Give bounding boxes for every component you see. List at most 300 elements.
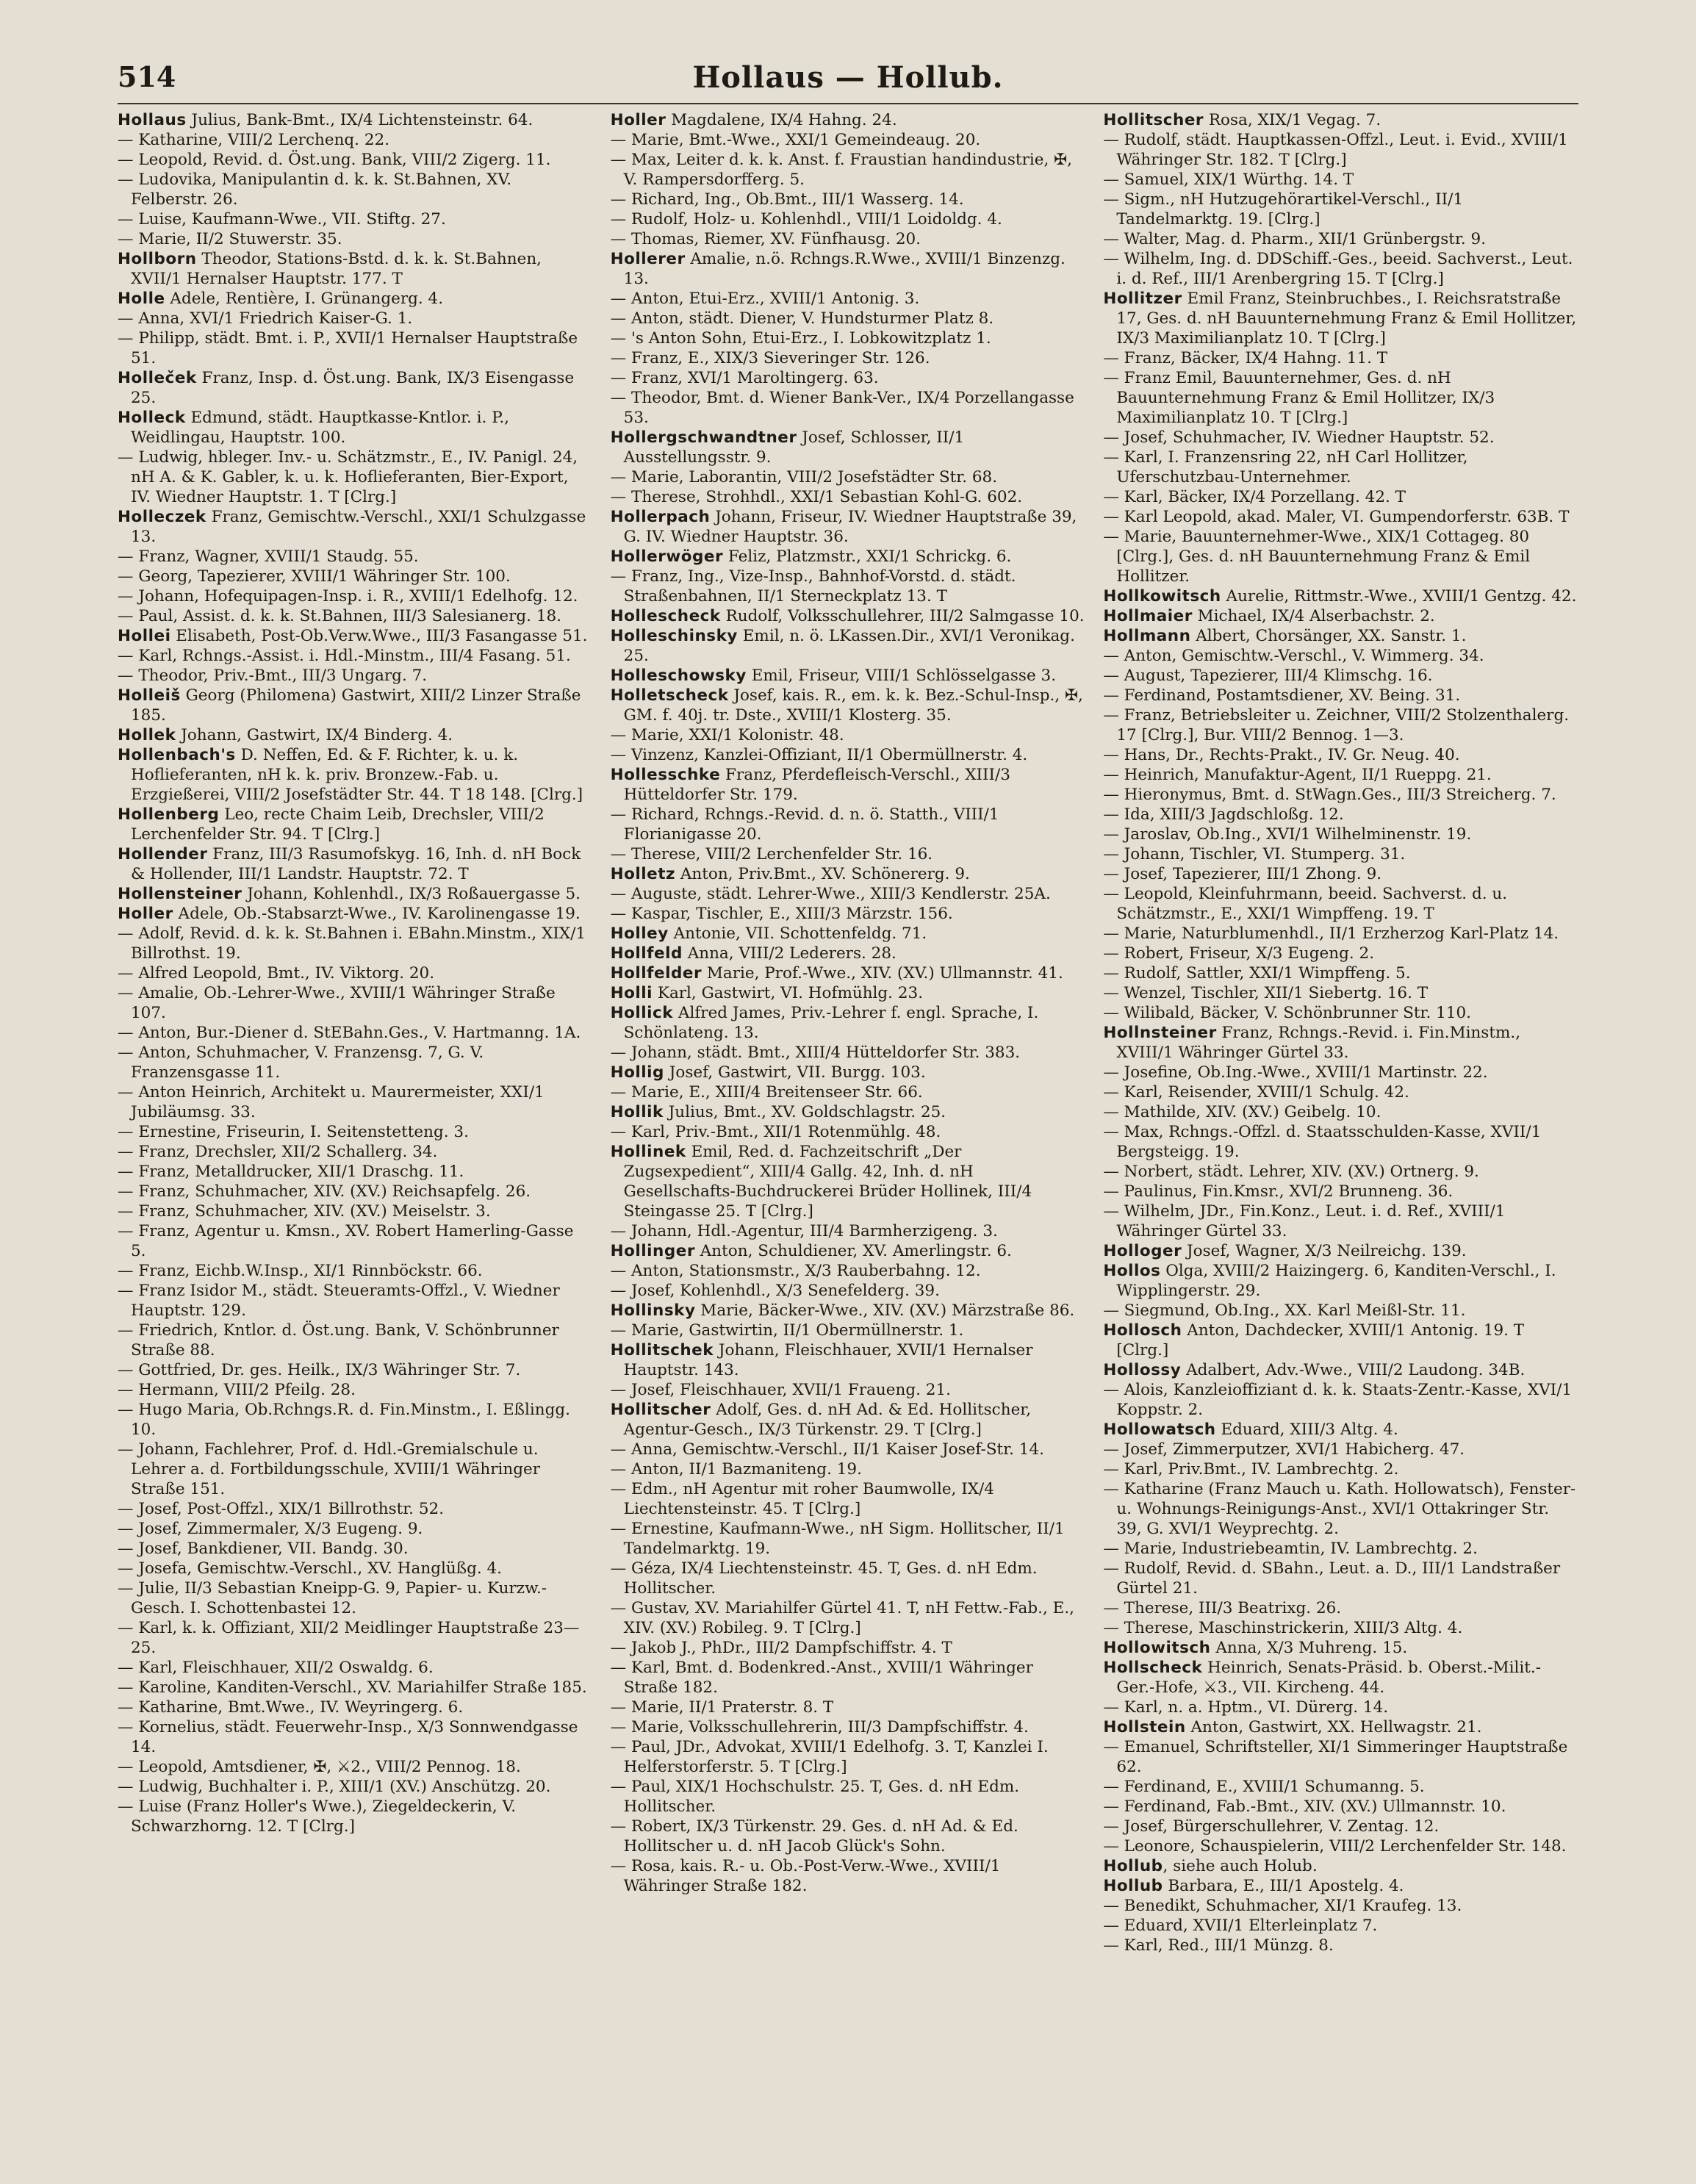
directory-entry [611, 1221, 1086, 1241]
entry-text: — Josef, Fleischhauer, XVII/1 Fraueng. 21. [610, 1381, 951, 1399]
entry-surname: Holletz [610, 865, 676, 883]
entry-text: — Norbert, städt. Lehrer, XIV. (XV.) Ortnerg. 9. [1103, 1163, 1479, 1181]
directory-entry [1103, 1817, 1578, 1836]
entry-text: — Therese, Maschinstrickerin, XIII/3 Altg. 4. [1103, 1619, 1463, 1637]
directory-entry [611, 1063, 1086, 1082]
directory-entry [1103, 666, 1578, 686]
entry-text: Josef, Gastwirt, VII. Burgg. 103. [664, 1063, 926, 1082]
directory-entry [118, 1797, 593, 1836]
directory-entry [118, 646, 593, 666]
directory-entry [118, 368, 593, 408]
entry-text: — Katharine, VIII/2 Lerchenq. 22. [118, 131, 390, 149]
directory-entry [611, 309, 1086, 328]
directory-entry [1103, 1598, 1578, 1618]
entry-text: — Luise, Kaufmann-Wwe., VII. Stiftg. 27. [118, 210, 446, 229]
entry-text: Albert, Chorsänger, XX. Sanstr. 1. [1190, 627, 1467, 645]
directory-entry [118, 1221, 593, 1261]
directory-entry [611, 209, 1086, 229]
directory-entry [611, 1717, 1086, 1737]
entry-text: — Franz, Metalldrucker, XII/1 Draschg. 11. [118, 1163, 464, 1181]
directory-entry [1103, 1162, 1578, 1182]
entry-surname: Hollowatsch [1103, 1420, 1216, 1439]
entry-surname: Holler [118, 905, 173, 923]
directory-entry [611, 666, 1086, 686]
entry-text: — Johann, Fachlehrer, Prof. d. Hdl.-Gremialschule u. Lehrer a. d. Fortbildungsschule, XVIII/1 Währinger Straße 151. [118, 1440, 541, 1498]
entry-text: — Ludovika, Manipulantin d. k. k. St.Bahnen, XV. Felberstr. 26. [118, 170, 512, 209]
entry-surname: Hollfelder [610, 964, 703, 983]
directory-entry [1103, 1876, 1578, 1896]
entry-text: — Edm., nH Agentur mit roher Baumwolle, IX/4 Liechtensteinstr. 45. T [Clrg.] [610, 1480, 994, 1518]
directory-entry [1103, 110, 1578, 130]
entry-text: — Katharine, Bmt.Wwe., IV. Weyringerg. 6. [118, 1698, 464, 1717]
directory-entry [1103, 805, 1578, 825]
entry-text: — Rudolf, städt. Hauptkassen-Offzl., Leut. i. Evid., XVIII/1 Währinger Str. 182. T [Clrg.] [1103, 131, 1568, 169]
entry-text: — Marie, Naturblumenhdl., II/1 Erzherzog Karl-Platz 14. [1103, 924, 1559, 943]
directory-entry [118, 606, 593, 626]
entry-text: — Karl, Priv.-Bmt., XII/1 Rotenmühlg. 48. [610, 1123, 941, 1141]
directory-entry [118, 1162, 593, 1182]
entry-text: Anton, Gastwirt, XX. Hellwagstr. 21. [1185, 1718, 1482, 1736]
entry-text: — Marie, Gastwirtin, II/1 Obermüllnerstr. 1. [610, 1321, 964, 1340]
header-rule [118, 103, 1578, 104]
directory-entry [611, 289, 1086, 309]
entry-surname: Holleiš [118, 686, 181, 705]
entry-text: — Anton, Schuhmacher, V. Franzensg. 7, G. V. Franzensgasse 11. [118, 1043, 484, 1082]
directory-entry [611, 249, 1086, 289]
directory-entry [611, 924, 1086, 944]
directory-entry [118, 1618, 593, 1658]
directory-entry [118, 1142, 593, 1162]
entry-text: — Anton Heinrich, Architekt u. Maurermeister, XXI/1 Jubiläumsg. 33. [118, 1083, 545, 1121]
directory-entry [118, 170, 593, 209]
entry-text: — Franz Isidor M., städt. Steueramts-Offzl., V. Wiedner Hauptstr. 129. [118, 1282, 560, 1320]
directory-entry [118, 1122, 593, 1142]
directory-entry [1103, 448, 1578, 487]
entry-text: — Franz Emil, Bauunternehmer, Ges. d. nH Bauunternehmung Franz & Emil Hollitzer, IX/3 Maximilianplatz 10. T [Clrg.] [1103, 369, 1495, 427]
entry-text: — 's Anton Sohn, Etui-Erz., I. Lobkowitzplatz 1. [610, 329, 991, 348]
directory-entry [118, 547, 593, 567]
entry-text: — Benedikt, Schuhmacher, XI/1 Kraufeg. 13. [1103, 1897, 1462, 1915]
directory-entry [118, 1201, 593, 1221]
entry-text: Franz, III/3 Rasumofskyg. 16, Inh. d. nH Bock & Hollender, III/1 Landstr. Hauptstr. 72. T [131, 845, 581, 883]
entry-text: — Josef, Zimmermaler, X/3 Eugeng. 9. [118, 1520, 423, 1538]
directory-entry [611, 388, 1086, 428]
directory-entry [611, 686, 1086, 725]
directory-entry [1103, 1241, 1578, 1261]
directory-entry [118, 805, 593, 844]
entry-surname: Hollstein [1103, 1718, 1186, 1736]
directory-entry [118, 1023, 593, 1043]
directory-entry [611, 1281, 1086, 1301]
entry-surname: Hollkowitsch [1103, 587, 1221, 606]
entry-surname: Holleček [118, 369, 197, 387]
entry-surname: Hollek [118, 726, 176, 744]
entry-text: Adele, Rentière, I. Grünangerg. 4. [165, 290, 444, 308]
entry-surname: Holley [610, 924, 669, 943]
entry-text: Julius, Bank-Bmt., IX/4 Lichtensteinstr. 64. [186, 111, 533, 129]
entry-text: — Heinrich, Manufaktur-Agent, II/1 Rueppg. 21. [1103, 766, 1492, 784]
entry-text: — Leopold, Kleinfuhrmann, beeid. Sachverst. d. u. Schätzmstr., E., XXI/1 Wimpffeng. 19. T [1103, 885, 1508, 923]
directory-entry [611, 1440, 1086, 1459]
directory-entry [1103, 1261, 1578, 1301]
entry-text: Anton, Dachdecker, XVIII/1 Antonig. 19. T [Clrg.] [1116, 1321, 1525, 1359]
directory-entry [611, 1856, 1086, 1896]
directory-entry [1103, 983, 1578, 1003]
entry-text: — Josefa, Gemischtw.-Verschl., XV. Hanglüßg. 4. [118, 1559, 503, 1578]
entry-text: — Leopold, Amtsdiener, ✠, ⚔2., VIII/2 Pennog. 18. [118, 1758, 521, 1776]
entry-surname: Hollensteiner [118, 885, 242, 903]
directory-entry [611, 1380, 1086, 1400]
directory-entry [118, 904, 593, 924]
entry-text: — Anton, II/1 Bazmaniteng. 19. [610, 1460, 862, 1479]
directory-entry [611, 1082, 1086, 1102]
entry-surname: Holleck [118, 409, 186, 427]
directory-entry [118, 586, 593, 606]
entry-text: Emil, Friseur, VIII/1 Schlösselgasse 3. [746, 667, 1057, 685]
directory-entry [611, 110, 1086, 130]
entry-text: — Robert, Friseur, X/3 Eugeng. 2. [1103, 944, 1375, 963]
entry-text: — Marie, II/1 Praterstr. 8. T [610, 1698, 834, 1717]
entry-text: — Siegmund, Ob.Ing., XX. Karl Meißl-Str. 11. [1103, 1301, 1466, 1320]
entry-text: — Karl Leopold, akad. Maler, VI. Gumpendorferstr. 63B. T [1103, 508, 1570, 526]
entry-text: — Franz, Agentur u. Kmsn., XV. Robert Hamerling-Gasse 5. [118, 1222, 574, 1260]
entry-text: — Anton, städt. Diener, V. Hundsturmer Platz 8. [610, 309, 994, 328]
entry-text: — Franz, Betriebsleiter u. Zeichner, VIII/2 Stolzenthalerg. 17 [Clrg.], Bur. VIII/2 Bennog. 1—3. [1103, 706, 1570, 744]
directory-entry [118, 1400, 593, 1440]
directory-entry [118, 1440, 593, 1499]
entry-surname: Hollosch [1103, 1321, 1182, 1340]
entry-text: Olga, XVIII/2 Haizingerg. 6, Kanditen-Verschl., I. Wipplingerstr. 29. [1116, 1262, 1556, 1300]
entry-surname: Hollmaier [1103, 607, 1193, 625]
entry-surname: Hollinger [610, 1242, 695, 1260]
entry-text: — Alois, Kanzleioffiziant d. k. k. Staats-Zentr.-Kasse, XVI/1 Koppstr. 2. [1103, 1381, 1573, 1419]
directory-entry [611, 1400, 1086, 1440]
directory-entry [1103, 785, 1578, 805]
directory-entry [1103, 705, 1578, 745]
entry-text: Antonie, VII. Schottenfeldg. 71. [668, 924, 927, 943]
entry-text: — Karl, Red., III/1 Münzg. 8. [1103, 1936, 1334, 1955]
entry-text: — Georg, Tapezierer, XVIII/1 Währinger Str. 100. [118, 567, 511, 586]
entry-text: — Gustav, XV. Mariahilfer Gürtel 41. T, nH Fettw.-Fab., E., XIV. (XV.) Robileg. 9. T [Clrg.] [610, 1599, 1075, 1637]
directory-entry [1103, 1082, 1578, 1102]
entry-text: — Franz, Schuhmacher, XIV. (XV.) Reichsapfelg. 26. [118, 1182, 531, 1201]
entry-text: — Franz, Drechsler, XII/2 Schallerg. 34. [118, 1143, 438, 1161]
entry-text: Elisabeth, Post-Ob.Verw.Wwe., III/3 Fasangasse 51. [170, 627, 588, 645]
directory-entry [118, 249, 593, 289]
entry-text: Johann, Friseur, IV. Wiedner Hauptstraße 39, G. IV. Wiedner Hauptstr. 36. [623, 508, 1077, 546]
directory-entry [611, 348, 1086, 368]
entry-surname: Holletscheck [610, 686, 729, 705]
entry-text: — August, Tapezierer, III/4 Klimschg. 16. [1103, 667, 1433, 685]
entry-text: Emil, n. ö. LKassen.Dir., XVI/1 Veronikag. 25. [623, 627, 1075, 665]
directory-entry [611, 805, 1086, 844]
directory-entry [1103, 1539, 1578, 1559]
directory-entry [118, 150, 593, 170]
directory-entry [1103, 1023, 1578, 1063]
entry-text: Alfred James, Priv.-Lehrer f. engl. Sprache, I. Schönlateng. 13. [623, 1004, 1039, 1042]
directory-entry [611, 1519, 1086, 1559]
directory-entry [118, 1519, 593, 1539]
directory-entry [1103, 368, 1578, 428]
directory-entry [611, 1340, 1086, 1380]
directory-entry [1103, 1896, 1578, 1916]
directory-entry [118, 507, 593, 547]
entry-surname: Hollossy [1103, 1361, 1182, 1379]
entry-text: — Karl, Priv.Bmt., IV. Lambrechtg. 2. [1103, 1460, 1399, 1479]
entry-text: — Marie, E., XIII/4 Breitenseer Str. 66. [610, 1083, 923, 1102]
directory-entry [1103, 1321, 1578, 1360]
directory-entry [611, 904, 1086, 924]
directory-entry [1103, 1698, 1578, 1717]
directory-entry [118, 448, 593, 507]
entry-text: — Max, Leiter d. k. k. Anst. f. Fraustian handindustrie, ✠, V. Rampersdorfferg. 5. [610, 151, 1072, 189]
entry-text: Josef, Wagner, X/3 Neilreichg. 139. [1182, 1242, 1467, 1260]
entry-text: — Robert, IX/3 Türkenstr. 29. Ges. d. nH Ad. & Ed. Hollitscher u. d. nH Jacob Glück's Sohn. [610, 1817, 1018, 1856]
entry-text: — Josef, Tapezierer, III/1 Zhong. 9. [1103, 865, 1382, 883]
directory-entry [1103, 944, 1578, 963]
directory-entry [118, 1261, 593, 1281]
directory-entry [1103, 487, 1578, 507]
entry-surname: Hollfeld [610, 944, 683, 963]
directory-entry [1103, 1380, 1578, 1420]
directory-entry [1103, 1717, 1578, 1737]
directory-entry [118, 1717, 593, 1757]
entry-text: — Marie, Volksschullehrerin, III/3 Dampfschiffstr. 4. [610, 1718, 1029, 1736]
entry-text: — Josef, Zimmerputzer, XVI/1 Habicherg. 47. [1103, 1440, 1465, 1459]
entry-text: Franz, Gemischtw.-Verschl., XXI/1 Schulzgasse 13. [131, 508, 586, 546]
entry-text: — Rudolf, Holz- u. Kohlenhdl., VIII/1 Loidoldg. 4. [610, 210, 1002, 229]
entry-text: — Hieronymus, Bmt. d. StWagn.Ges., III/3 Streicherg. 7. [1103, 786, 1556, 804]
entry-surname: Hollnsteiner [1103, 1024, 1217, 1042]
column-3 [1103, 110, 1578, 2160]
entry-text: — Friedrich, Kntlor. d. Öst.ung. Bank, V. Schönbrunner Straße 88. [118, 1321, 559, 1359]
directory-entry [611, 1241, 1086, 1261]
directory-entry [1103, 1301, 1578, 1321]
directory-entry [1103, 348, 1578, 368]
directory-entry [611, 229, 1086, 249]
directory-entry [118, 1380, 593, 1400]
entry-text: — Anton, Etui-Erz., XVIII/1 Antonig. 3. [610, 290, 920, 308]
entry-text: — Hugo Maria, Ob.Rchngs.R. d. Fin.Minstm., I. Eßlingg. 10. [118, 1401, 570, 1439]
directory-entry [1103, 1063, 1578, 1082]
running-head: Hollaus — Hollub. [692, 60, 1004, 95]
directory-entry [118, 567, 593, 586]
entry-text: — Marie, Industriebeamtin, IV. Lambrechtg. 2. [1103, 1540, 1478, 1558]
entry-text: — Marie, Bmt.-Wwe., XXI/1 Gemeindeaug. 20. [610, 131, 981, 149]
directory-entry [1103, 844, 1578, 864]
entry-text: — Leonore, Schauspielerin, VIII/2 Lerchenfelder Str. 148. [1103, 1837, 1567, 1856]
directory-entry [611, 1261, 1086, 1281]
entry-surname: Hollender [118, 845, 208, 863]
entry-text: — Josef, Post-Offzl., XIX/1 Billrothstr. 52. [118, 1500, 445, 1518]
entry-text: Rudolf, Volksschullehrer, III/2 Salmgasse 10. [720, 607, 1085, 625]
entry-text: Feliz, Platzmstr., XXI/1 Schrickg. 6. [723, 547, 1012, 566]
directory-entry [118, 983, 593, 1023]
directory-entry [1103, 1459, 1578, 1479]
entry-text: Georg (Philomena) Gastwirt, XIII/2 Linzer Straße 185. [131, 686, 581, 725]
entry-text: — Franz, XVI/1 Maroltingerg. 63. [610, 369, 879, 387]
directory-entry [1103, 1201, 1578, 1241]
directory-entry [1103, 1916, 1578, 1936]
directory-entry [611, 567, 1086, 606]
entry-text: — Marie, Bauunternehmer-Wwe., XIX/1 Cottageg. 80 [Clrg.], Ges. d. nH Bauunternehmung Franz & Emil Hollitzer. [1103, 528, 1531, 586]
directory-entry [1103, 1102, 1578, 1122]
entry-text: Emil Franz, Steinbruchbes., I. Reichsratstraße 17, Ges. d. nH Bauunternehmung Franz & Emil Hollitzer, IX/3 Maximilianplatz 10. T [Clrg.] [1116, 290, 1577, 348]
entry-text: — Theodor, Priv.-Bmt., III/3 Ungarg. 7. [118, 667, 428, 685]
entry-text: — Marie, Laborantin, VIII/2 Josefstädter Str. 68. [610, 468, 998, 486]
entry-text: — Johann, städt. Bmt., XIII/4 Hütteldorfer Str. 383. [610, 1043, 1021, 1062]
directory-entry [1103, 686, 1578, 705]
directory-entry [611, 1479, 1086, 1519]
directory-entry [1103, 170, 1578, 190]
entry-text: — Josef, Bankdiener, VII. Bandg. 30. [118, 1540, 409, 1558]
entry-surname: Hollos [1103, 1262, 1161, 1280]
entry-text: — Theodor, Bmt. d. Wiener Bank-Ver., IX/4 Porzellangasse 53. [610, 389, 1074, 427]
directory-entry [118, 328, 593, 368]
entry-text: — Ferdinand, E., XVIII/1 Schumanng. 5. [1103, 1778, 1425, 1796]
column-1 [118, 110, 593, 2160]
entry-text: Anna, X/3 Muhreng. 15. [1210, 1639, 1408, 1657]
entry-surname: Hollitschek [610, 1341, 714, 1359]
entry-text: — Géza, IX/4 Liechtensteinstr. 45. T, Ges. d. nH Edm. Hollitscher. [610, 1559, 1038, 1598]
entry-text: — Ernestine, Friseurin, I. Seitenstetteng. 3. [118, 1123, 469, 1141]
entry-text: — Franz, Ing., Vize-Insp., Bahnhof-Vorstd. d. städt. Straßenbahnen, II/1 Sterneckplatz 13. T [610, 567, 1016, 606]
directory-entry [1103, 1360, 1578, 1380]
entry-text: — Karl, Bmt. d. Bodenkred.-Anst., XVIII/1 Währinger Straße 182. [610, 1659, 1033, 1697]
entry-text: Anton, Schuldiener, XV. Amerlingstr. 6. [694, 1242, 1012, 1260]
directory-entry [611, 130, 1086, 150]
directory-entry [1103, 765, 1578, 785]
entry-surname: Holleschowsky [610, 667, 747, 685]
entry-text: — Adolf, Revid. d. k. k. St.Bahnen i. EBahn.Minstm., XIX/1 Billrothst. 19. [118, 924, 586, 963]
directory-entry [118, 209, 593, 229]
directory-entry [1103, 527, 1578, 586]
directory-entry [118, 1321, 593, 1360]
entry-surname: Hollerer [610, 250, 686, 268]
entry-text: — Josef, Bürgerschullehrer, V. Zentag. 12. [1103, 1817, 1440, 1836]
directory-entry [1103, 1797, 1578, 1817]
entry-text: Johann, Gastwirt, IX/4 Binderg. 4. [176, 726, 453, 744]
entry-surname: Hollei [118, 627, 171, 645]
entry-text: — Emanuel, Schriftsteller, XI/1 Simmeringer Hauptstraße 62. [1103, 1738, 1568, 1776]
entry-text: — Karl, Bäcker, IX/4 Porzellang. 42. T [1103, 488, 1406, 506]
entry-text: D. Neffen, Ed. & F. Richter, k. u. k. Hoflieferanten, nH k. k. priv. Bronzew.-Fab. u. Erzgießerei, VIII/2 Josefstädter Str. 44. T 18 148. [Clrg.] [131, 746, 583, 804]
directory-entry [1103, 1559, 1578, 1598]
entry-text: Johann, Kohlenhdl., IX/3 Roßauergasse 5. [242, 885, 581, 903]
entry-text: Josef, kais. R., em. k. k. Bez.-Schul-Insp., ✠, GM. f. 40j. tr. Dste., XVIII/1 Klosterg. 35. [623, 686, 1083, 725]
directory-entry [1103, 249, 1578, 289]
directory-entry [611, 150, 1086, 190]
entry-text: — Karl, Fleischhauer, XII/2 Oswaldg. 6. [118, 1659, 434, 1677]
entry-text: Aurelie, Rittmstr.-Wwe., XVIII/1 Gentzg. 42. [1221, 587, 1577, 606]
directory-entry [611, 1301, 1086, 1321]
directory-entry [1103, 1618, 1578, 1638]
directory-entry [1103, 586, 1578, 606]
entry-text: — Alfred Leopold, Bmt., IV. Viktorg. 20. [118, 964, 435, 983]
entry-text: Eduard, XIII/3 Altg. 4. [1215, 1420, 1398, 1439]
entry-text: — Mathilde, XIV. (XV.) Geibelg. 10. [1103, 1103, 1381, 1121]
directory-entry [118, 1757, 593, 1777]
entry-text: — Josef, Kohlenhdl., X/3 Senefelderg. 39. [610, 1282, 940, 1300]
entry-surname: Hollerpach [610, 508, 711, 526]
directory-entry [118, 289, 593, 309]
directory-entry [611, 328, 1086, 348]
directory-entry [611, 626, 1086, 666]
entry-text: , siehe auch Holub. [1163, 1857, 1318, 1875]
page-header [118, 60, 1578, 104]
entry-text: — Richard, Ing., Ob.Bmt., III/1 Wasserg. 14. [610, 190, 964, 209]
directory-entry [118, 745, 593, 805]
directory-entry [1103, 745, 1578, 765]
entry-surname: Hollerwöger [610, 547, 724, 566]
directory-entry [611, 368, 1086, 388]
directory-entry [611, 745, 1086, 765]
directory-entry [1103, 1440, 1578, 1459]
entry-text: Franz, Rchngs.-Revid. i. Fin.Minstm., XVIII/1 Währinger Gürtel 33. [1116, 1024, 1521, 1062]
directory-entry [118, 884, 593, 904]
directory-entry [118, 924, 593, 963]
directory-entry [611, 1142, 1086, 1221]
directory-entry [118, 110, 593, 130]
entry-surname: Hollenbach's [118, 746, 236, 764]
entry-text: — Therese, VIII/2 Lerchenfelder Str. 16. [610, 845, 933, 863]
entry-text: — Franz, Eichb.W.Insp., XI/1 Rinnböckstr. 66. [118, 1262, 483, 1280]
entry-surname: Hollitscher [610, 1401, 711, 1419]
directory-entry [611, 1122, 1086, 1142]
directory-entry [611, 1559, 1086, 1598]
directory-entry [118, 309, 593, 328]
entry-text: — Ernestine, Kaufmann-Wwe., nH Sigm. Hollitscher, II/1 Tandelmarktg. 19. [610, 1520, 1065, 1558]
directory-entry [1103, 1936, 1578, 1955]
directory-entry [118, 1559, 593, 1578]
entry-text: — Paul, JDr., Advokat, XVIII/1 Edelhofg. 3. T, Kanzlei I. Helferstorferstr. 5. T [Clrg.] [610, 1738, 1049, 1776]
entry-text: Magdalene, IX/4 Hahng. 24. [666, 111, 897, 129]
entry-text: — Paul, Assist. d. k. k. St.Bahnen, III/3 Salesianerg. 18. [118, 607, 562, 625]
entry-text: — Anna, XVI/1 Friedrich Kaiser-G. 1. [118, 309, 413, 328]
entry-text: Franz, Insp. d. Öst.ung. Bank, IX/3 Eisengasse 25. [131, 369, 575, 407]
entry-surname: Hollitscher [1103, 111, 1204, 129]
directory-entry [1103, 1003, 1578, 1023]
entry-text: Adolf, Ges. d. nH Ad. & Ed. Hollitscher, Agentur-Gesch., IX/3 Türkenstr. 29. T [Clrg.] [623, 1401, 1032, 1439]
entry-text: — Amalie, Ob.-Lehrer-Wwe., XVIII/1 Währinger Straße 107. [118, 984, 556, 1022]
directory-entry [1103, 646, 1578, 666]
entry-text: Barbara, E., III/1 Apostelg. 4. [1163, 1877, 1404, 1895]
directory-entry [611, 1459, 1086, 1479]
entry-text: — Anton, Stationsmstr., X/3 Rauberbahng. 12. [610, 1262, 981, 1280]
entry-text: — Jakob J., PhDr., III/2 Dampfschiffstr. 4. T [610, 1639, 952, 1657]
entry-text: Leo, recte Chaim Leib, Drechsler, VIII/2 Lerchenfelder Str. 94. T [Clrg.] [131, 805, 545, 844]
entry-text: Marie, Bäcker-Wwe., XIV. (XV.) Märzstraße 86. [695, 1301, 1075, 1320]
directory-entry [1103, 289, 1578, 348]
entry-text: — Wenzel, Tischler, XII/1 Siebertg. 16. T [1103, 984, 1429, 1002]
entry-text: — Anton, Gemischtw.-Verschl., V. Wimmerg. 34. [1103, 647, 1484, 665]
directory-entry [118, 1777, 593, 1797]
directory-entry [1103, 626, 1578, 646]
entry-text: — Johann, Hofequipagen-Insp. i. R., XVIII/1 Edelhofg. 12. [118, 587, 578, 606]
entry-text: — Johann, Tischler, VI. Stumperg. 31. [1103, 845, 1406, 863]
entry-text: — Gottfried, Dr. ges. Heilk., IX/3 Währinger Str. 7. [118, 1361, 521, 1379]
entry-text: — Julie, II/3 Sebastian Kneipp-G. 9, Papier- u. Kurzw.-Gesch. I. Schottenbastei 12. [118, 1579, 547, 1617]
directory-entry [611, 467, 1086, 487]
directory-entry [611, 428, 1086, 467]
directory-entry [611, 1102, 1086, 1122]
directory-entry [611, 864, 1086, 884]
directory-entry [1103, 1122, 1578, 1162]
entry-surname: Hollub [1103, 1877, 1163, 1895]
directory-entry [611, 725, 1086, 745]
entry-surname: Holler [610, 111, 666, 129]
entry-text: — Leopold, Revid. d. Öst.ung. Bank, VIII/2 Zigerg. 11. [118, 151, 551, 169]
